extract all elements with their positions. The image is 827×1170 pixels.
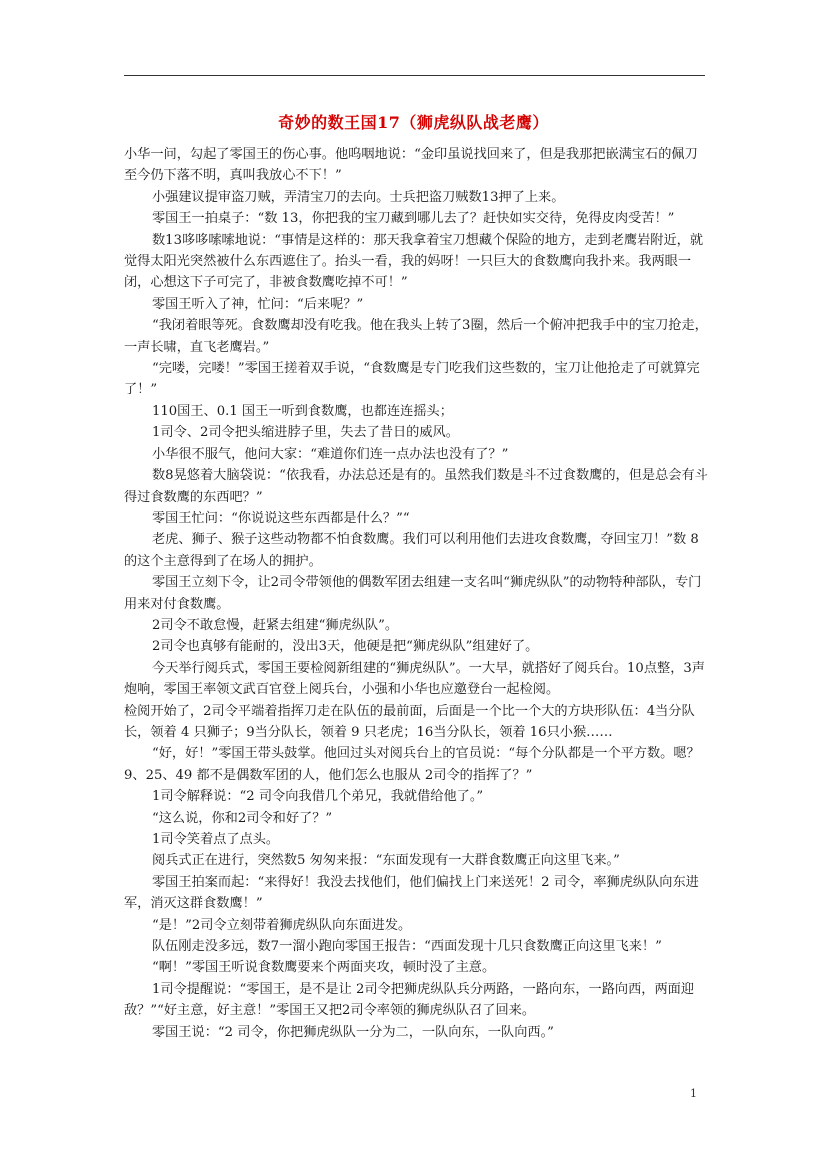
page-number: 1 (690, 1087, 697, 1100)
paragraph: 零国王拍案而起：“来得好！我没去找他们，他们偏找上门来送死！2 司令，率狮虎纵队向东进军，消灭这群食数鹰！” (124, 874, 699, 912)
paragraph: 零国王说：“2 司令，你把狮虎纵队一分为二，一队向东，一队向西。” (152, 1024, 554, 1040)
paragraph: 数13哆哆嗦嗦地说：“事情是这样的：那天我拿着宝刀想藏个保险的地方，走到老鹰岩附近，就觉得太阳光突然被什么东西遮住了。抬头一看，我的妈呀！一只巨大的食数鹰向我扑来。我两眼一闭，心想这下子可完了，非被食数鹰吃掉不可！” (124, 232, 704, 291)
paragraph: “是！”2司令立刻带着狮虎纵队向东面进发。 (152, 917, 412, 933)
paragraph: 老虎、狮子、猴子这些动物都不怕食数鹰。我们可以利用他们去进攻食数鹰，夺回宝刀！”数 8的这个主意得到了在场人的拥护。 (124, 532, 699, 569)
paragraph: “我闭着眼等死。食数鹰却没有吃我。他在我头上转了3圈，然后一个俯冲把我手中的宝刀抢走，一声长啸，直飞老鹰岩。” (124, 318, 708, 355)
header-rule (124, 75, 705, 76)
paragraph: 1司令、2司令把头缩进脖子里，失去了昔日的威风。 (152, 425, 459, 441)
paragraph: 1司令解释说：“2 司令向我借几个弟兄，我就借给他了。” (152, 789, 484, 805)
paragraph: “这么说，你和2司令和好了？” (152, 810, 333, 826)
paragraph: 2司令也真够有能耐的，没出3天，他硬是把“狮虎纵队”组建好了。 (152, 639, 539, 655)
document-title: 奇妙的数王国17（狮虎纵队战老鹰） (278, 113, 549, 132)
paragraph: “啊！”零国王听说食数鹰要来个两面夹攻，顿时没了主意。 (152, 960, 496, 976)
paragraph: 小华一问，勾起了零国王的伤心事。他呜咽地说：“金印虽说找回来了，但是我那把嵌满宝石的佩刀至今仍下落不明，真叫我放心不下！” (124, 147, 698, 184)
paragraph: 数8晃悠着大脑袋说：“依我看，办法总还是有的。虽然我们数是斗不过食数鹰的，但是总会有斗得过食数鹰的东西吧？” (124, 468, 708, 505)
paragraph: 检阅开始了，2司令平端着指挥刀走在队伍的最前面，后面是一个比一个大的方块形队伍：4当分队长，领着 4 只狮子；9当分队长，领着 9 只老虎；16当分队长，领着 16只小猴…… (124, 703, 695, 740)
paragraph: “完喽，完喽！”零国王搓着双手说，“食数鹰是专门吃我们这些数的，宝刀让他抢走了可就算完了！” (124, 361, 700, 398)
paragraph: 1司令提醒说：“零国王，是不是让 2司令把狮虎纵队兵分两路，一路向东，一路向西，两面迎敌？”“好主意，好主意！”零国王又把2司令率领的狮虎纵队召了回来。 (124, 981, 695, 1019)
paragraph: 1司令笑着点了点头。 (152, 832, 280, 847)
paragraph: 零国王忙问：“你说说这些东西都是什么？”“ (152, 510, 410, 526)
paragraph: 零国王立刻下令，让2司令带领他的偶数军团去组建一支名叫“狮虎纵队”的动物特种部队，专门用来对付食数鹰。 (124, 575, 702, 612)
document-body (124, 144, 710, 1043)
paragraph: 队伍刚走没多远，数7一溜小跑向零国王报告：“西面发现十几只食数鹰正向这里飞来！” (152, 939, 662, 955)
paragraph: 零国王听入了神，忙问：“后来呢？” (152, 296, 364, 312)
paragraph: 110国王、0.1 国王一听到食数鹰，也都连连摇头； (152, 403, 453, 419)
paragraph: 今天举行阅兵式，零国王要检阅新组建的“狮虎纵队”。一大早，就搭好了阅兵台。10点整，3声炮响，零国王率领文武百官登上阅兵台，小强和小华也应邀登台一起检阅。 (124, 660, 705, 698)
paragraph: 小强建议提审盗刀贼，弄清宝刀的去向。士兵把盗刀贼数13押了上来。 (152, 189, 565, 205)
paragraph: 阅兵式正在进行，突然数5 匆匆来报：“东面发现有一大群食数鹰正向这里飞来。” (152, 853, 620, 869)
paragraph: 小华很不服气，他问大家：“难道你们连一点办法也没有了？” (152, 446, 509, 462)
paragraph: “好，好！”零国王带头鼓掌。他回过头对阅兵台上的官员说：“每个分队都是一个平方数。嗯？9、25、49 都不是偶数军团的人，他们怎么也服从 2司令的指挥了？” (124, 746, 700, 783)
paragraph: 2司令不敢怠慢，赶紧去组建“狮虎纵队”。 (152, 617, 399, 633)
paragraph: 零国王一拍桌子：“数 13，你把我的宝刀藏到哪儿去了？赶快如实交待，免得皮肉受苦！” (152, 211, 675, 227)
